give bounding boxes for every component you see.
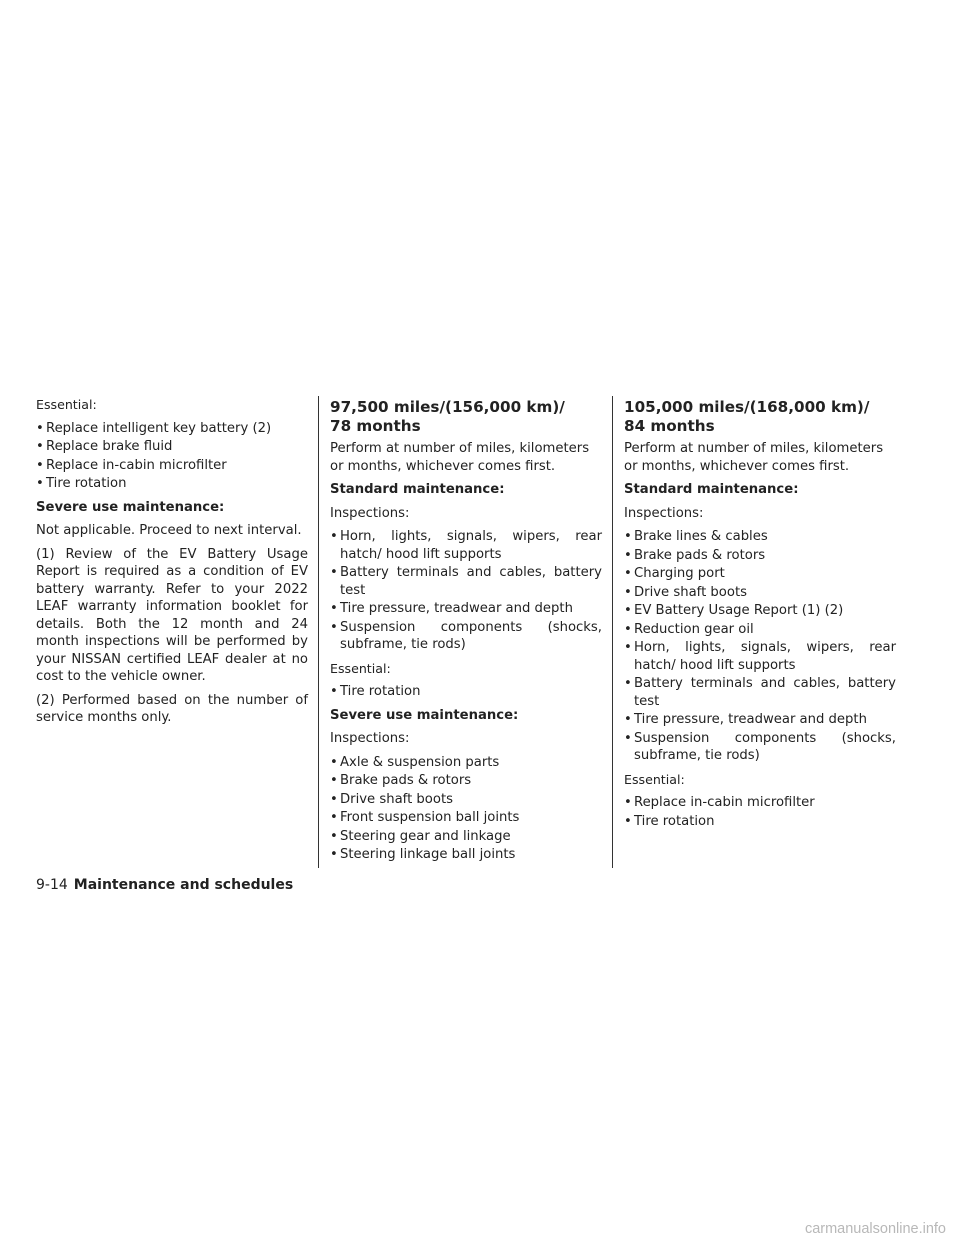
column-1 <box>36 396 308 733</box>
list-item: • Charging port <box>624 565 896 583</box>
list-item: • Battery terminals and cables, battery test <box>330 564 602 599</box>
inspections-label: Inspections: <box>330 505 410 521</box>
list-item: • Steering gear and linkage <box>330 828 602 846</box>
list-item: • Replace in-cabin microfilter <box>36 457 308 475</box>
essential-label: Essential: <box>36 397 97 412</box>
list-item: • EV Battery Usage Report (1) (2) <box>624 602 896 620</box>
column-divider-1 <box>318 396 319 868</box>
list-item: • Tire rotation <box>330 683 602 701</box>
interval-heading-line2: 78 months <box>330 417 421 435</box>
watermark-link[interactable]: carmanualsonline.info <box>804 1221 946 1237</box>
interval-heading-line2: 84 months <box>624 417 715 435</box>
list-item: • Replace in-cabin microfilter <box>624 794 896 812</box>
list-item: • Horn, lights, signals, wipers, rear hatch/ hood lift supports <box>330 528 602 563</box>
list-item: • Replace brake fluid <box>36 438 308 456</box>
standard-inspections-list <box>624 528 896 765</box>
list-item: • Drive shaft boots <box>624 584 896 602</box>
inspections-label: Inspections: <box>624 505 704 521</box>
standard-inspections-list <box>330 528 602 654</box>
column-divider-2 <box>612 396 613 868</box>
page-footer <box>36 876 293 894</box>
severe-inspections-label: Inspections: <box>330 731 410 746</box>
list-item: • Drive shaft boots <box>330 791 602 809</box>
list-item: • Tire rotation <box>624 813 896 831</box>
list-item: • Axle & suspension parts <box>330 754 602 772</box>
list-item: • Battery terminals and cables, battery test <box>624 675 896 710</box>
list-item: • Brake pads & rotors <box>330 772 602 790</box>
standard-maintenance-heading: Standard maintenance: <box>624 482 799 497</box>
essential-list <box>624 794 896 830</box>
list-item: • Suspension components (shocks, subframe, tie rods) <box>330 619 602 654</box>
interval-heading-105000 <box>624 398 896 436</box>
interval-intro: Perform at number of miles, kilometers or months, whichever comes first. <box>624 441 884 474</box>
list-item: • Front suspension ball joints <box>330 809 602 827</box>
section-title: Maintenance and schedules <box>73 877 294 893</box>
interval-intro: Perform at number of miles, kilometers or months, whichever comes first. <box>330 441 590 474</box>
list-item: • Reduction gear oil <box>624 621 896 639</box>
list-item: • Tire pressure, treadwear and depth <box>330 600 602 618</box>
list-item: • Replace intelligent key battery (2) <box>36 420 308 438</box>
interval-heading-line1: 97,500 miles/(156,000 km)/ <box>330 398 565 416</box>
footnote-2: (2) Performed based on the number of service months only. <box>36 692 308 725</box>
list-item: • Brake lines & cables <box>624 528 896 546</box>
essential-list <box>36 420 308 493</box>
list-item: • Tire pressure, treadwear and depth <box>624 711 896 729</box>
list-item: • Tire rotation <box>36 475 308 493</box>
interval-heading-97500 <box>330 398 602 436</box>
essential-list <box>330 683 602 701</box>
footnote-1: (1) Review of the EV Battery Usage Report is required as a condition of EV battery warranty. Refer to your 2022 LEAF warranty information booklet for details. Both the 12 month and 24 month inspections will be performed by your NISSAN certified LEAF dealer at no cost to the vehicle owner. <box>36 546 308 684</box>
column-2 <box>330 396 602 870</box>
list-item: • Steering linkage ball joints <box>330 846 602 864</box>
severe-use-heading: Severe use maintenance: <box>330 707 519 723</box>
severe-inspections-list <box>330 754 602 864</box>
interval-heading-line1: 105,000 miles/(168,000 km)/ <box>624 398 870 416</box>
severe-use-heading: Severe use maintenance: <box>36 499 225 515</box>
essential-label: Essential: <box>330 660 391 676</box>
severe-use-text: Not applicable. Proceed to next interval. <box>36 523 302 538</box>
list-item: • Horn, lights, signals, wipers, rear hatch/ hood lift supports <box>624 639 896 674</box>
list-item: • Brake pads & rotors <box>624 547 896 565</box>
essential-label: Essential: <box>624 771 685 787</box>
column-3 <box>624 396 896 836</box>
page-number: 9-14 <box>36 877 68 893</box>
standard-maintenance-heading: Standard maintenance: <box>330 482 505 497</box>
list-item: • Suspension components (shocks, subframe, tie rods) <box>624 730 896 765</box>
